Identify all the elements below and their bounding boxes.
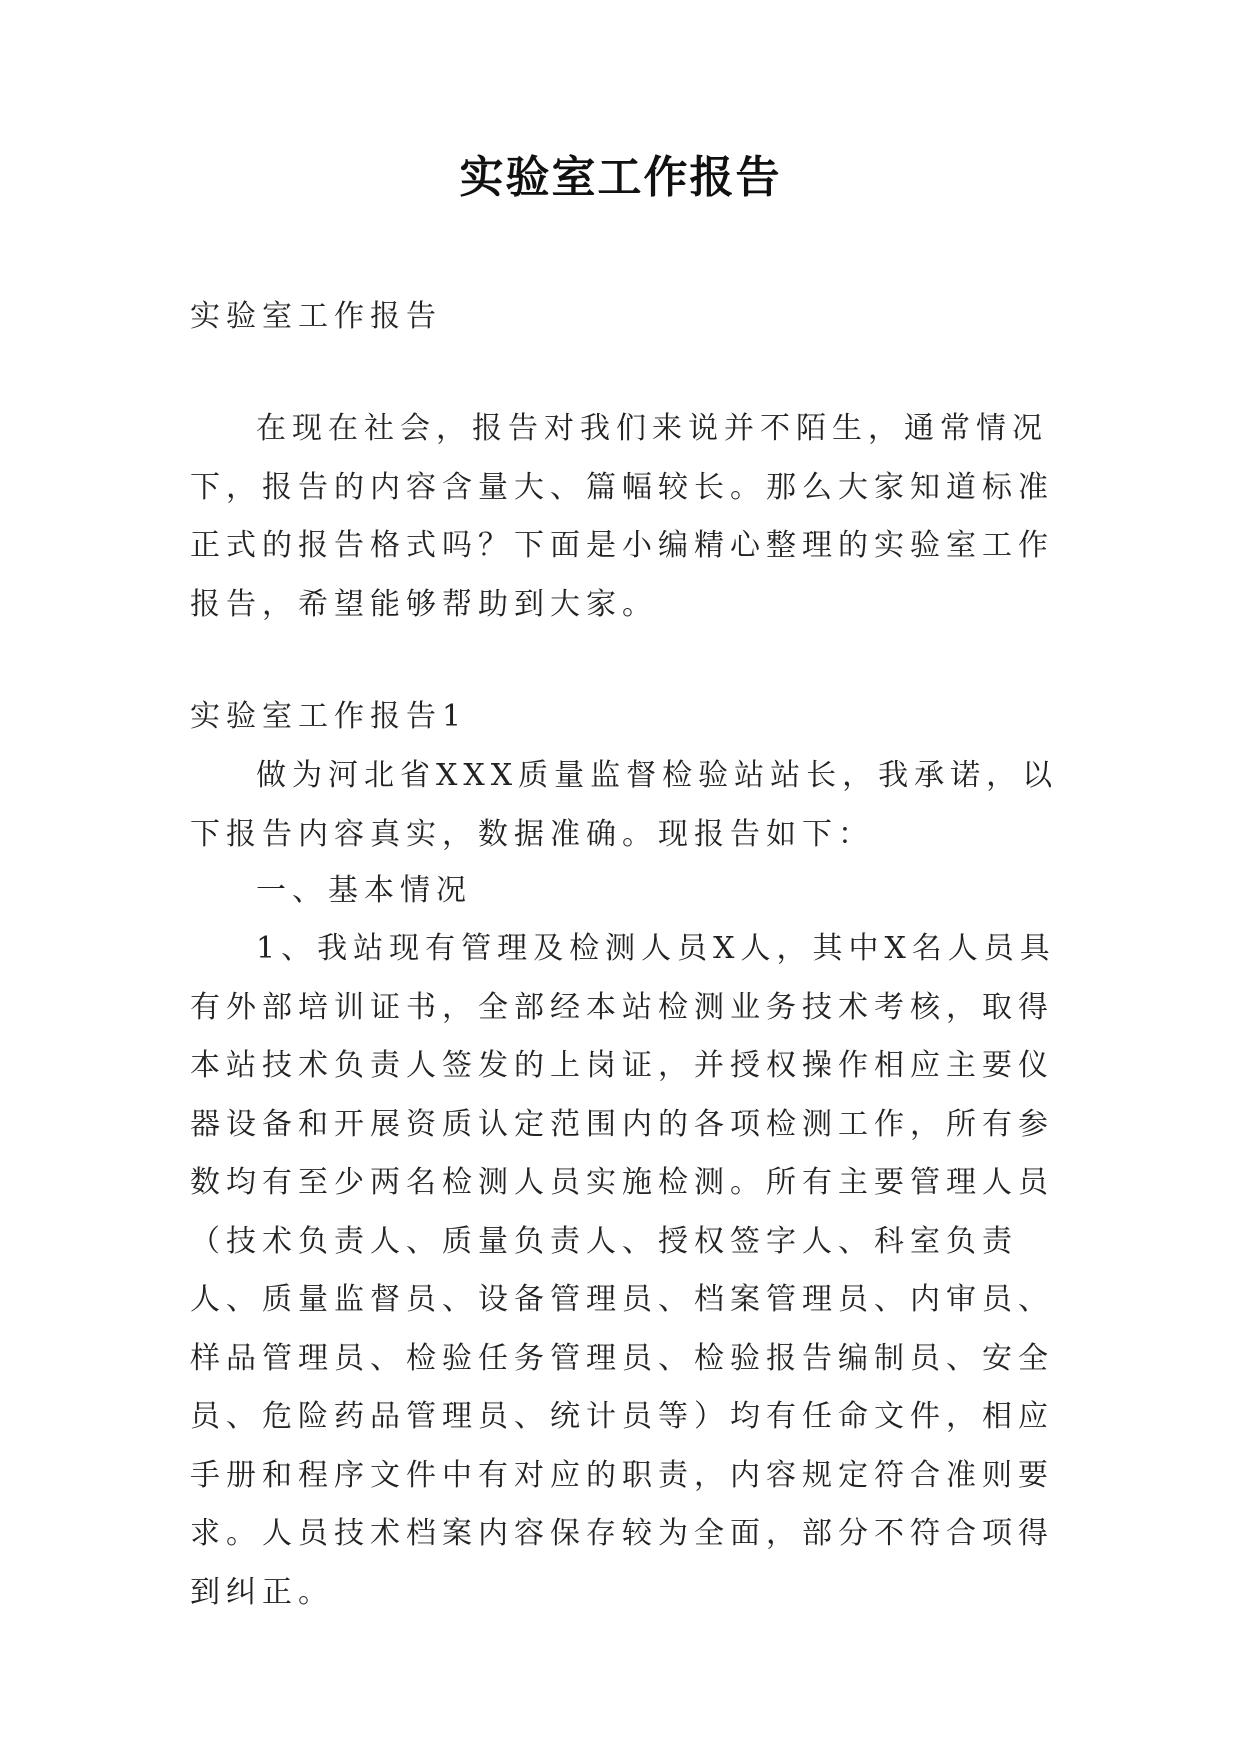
basic-situation-heading: 一、基本情况 <box>256 873 472 908</box>
commitment-paragraph: 做为河北省XXX质量监督检验站站长，我承诺，以下报告内容真实，数据准确。现报告如下： <box>190 758 1059 852</box>
intro-paragraph: 在现在社会，报告对我们来说并不陌生，通常情况下，报告的内容含量大、篇幅较长。那么大家知道标准正式的报告格式吗？下面是小编精心整理的实验室工作报告，希望能够帮助到大家。 <box>190 411 1054 622</box>
section-title: 实验室工作报告1 <box>190 699 468 734</box>
document-title: 实验室工作报告 <box>459 152 782 203</box>
document-subtitle: 实验室工作报告 <box>190 299 442 334</box>
personnel-paragraph: 1、我站现有管理及检测人员X人，其中X名人员具有外部培训证书，全部经本站检测业务技术考核，取得本站技术负责人签发的上岗证，并授权操作相应主要仪器设备和开展资质认定范围内的各项检测工作，所有参数均有至少两名检测人员实施检测。所有主要管理人员（技术负责人、质量负责人、授权签字人、科室负责人、质量监督员、设备管理员、档案管理员、内审员、样品管理员、检验任务管理员、检验报告编制员、安全员、危险药品管理员、统计员等）均有任命文件，相应手册和程序文件中有对应的职责，内容规定符合准则要求。人员技术档案内容保存较为全面，部分不符合项得到纠正。 <box>190 931 1056 1610</box>
